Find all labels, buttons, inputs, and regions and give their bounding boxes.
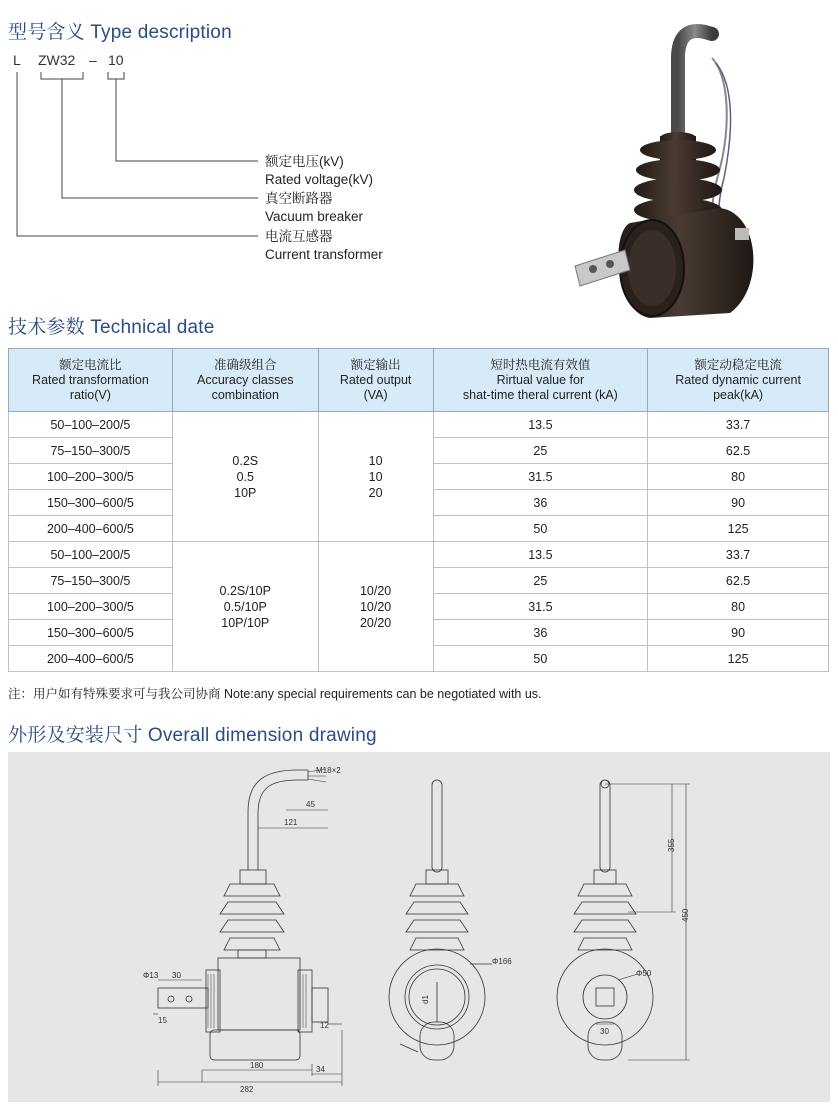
dimension-drawing-title: 外形及安装尺寸 Overall dimension drawing xyxy=(8,725,377,746)
cell-thermal: 31.5 xyxy=(433,464,648,490)
dim-15: 15 xyxy=(158,1016,167,1025)
cell-accuracy-group2: 0.2S/10P 0.5/10P 10P/10P xyxy=(172,542,318,672)
front-view xyxy=(389,780,492,1060)
product-photo xyxy=(560,18,780,323)
cell-thermal: 50 xyxy=(433,646,648,672)
label-voltage xyxy=(265,153,373,189)
cell-ratio: 200–400–600/5 xyxy=(9,646,173,672)
dim-d1: d1 xyxy=(421,995,430,1004)
requirements-note: 注：用户如有特殊要求可与我公司协商 Note:any special requirements can be negotiated with us. xyxy=(8,687,542,701)
label-transformer xyxy=(265,228,383,264)
table-row xyxy=(9,412,829,438)
code-leader-lines xyxy=(0,0,270,250)
cell-dynamic: 125 xyxy=(648,646,829,672)
header-thermal: 短时热电流有效值 Rirtual value for shat-time theral current (kA) xyxy=(433,349,648,412)
cell-dynamic: 62.5 xyxy=(648,568,829,594)
cell-thermal: 50 xyxy=(433,516,648,542)
header-dynamic: 额定动稳定电流 Rated dynamic current peak(kA) xyxy=(648,349,829,412)
dim-phi50: Φ50 xyxy=(636,969,652,978)
label-voltage-en: Rated voltage(kV) xyxy=(265,172,374,187)
code-voltage: 10 xyxy=(108,52,124,68)
label-transformer-cn: 电流互感器 xyxy=(265,229,333,244)
cell-ratio: 100–200–300/5 xyxy=(9,594,173,620)
cell-ratio: 100–200–300/5 xyxy=(9,464,173,490)
cell-ratio: 150–300–600/5 xyxy=(9,620,173,646)
cell-ratio: 200–400–600/5 xyxy=(9,516,173,542)
cell-dynamic: 80 xyxy=(648,594,829,620)
cell-dynamic: 33.7 xyxy=(648,412,829,438)
side-view xyxy=(153,769,342,1086)
table-row xyxy=(9,542,829,568)
cell-thermal: 13.5 xyxy=(433,412,648,438)
cell-dynamic: 90 xyxy=(648,620,829,646)
cell-ratio: 150–300–600/5 xyxy=(9,490,173,516)
dim-30b: 30 xyxy=(600,1027,609,1036)
header-output: 额定输出 Rated output (VA) xyxy=(318,349,433,412)
cell-thermal: 25 xyxy=(433,568,648,594)
dim-phi166: Φ166 xyxy=(492,957,512,966)
dim-45: 45 xyxy=(306,800,315,809)
header-accuracy: 准确级组合 Accuracy classes combination xyxy=(172,349,318,412)
dim-121: 121 xyxy=(284,818,298,827)
cell-thermal: 36 xyxy=(433,490,648,516)
dim-34: 34 xyxy=(316,1065,325,1074)
cell-ratio: 50–100–200/5 xyxy=(9,412,173,438)
technical-data-table xyxy=(8,348,829,672)
cell-output-group1: 10 10 20 xyxy=(318,412,433,542)
cell-thermal: 36 xyxy=(433,620,648,646)
header-ratio: 额定电流比 Rated transformation ratio(V) xyxy=(9,349,173,412)
label-breaker-en: Vacuum breaker xyxy=(265,209,364,224)
cell-dynamic: 62.5 xyxy=(648,438,829,464)
cell-dynamic: 90 xyxy=(648,490,829,516)
label-transformer-en: Current transformer xyxy=(265,247,383,262)
dim-m18: M18×2 xyxy=(316,766,341,775)
rear-view xyxy=(557,780,690,1060)
type-description-title: 型号含义 Type description xyxy=(8,22,232,43)
dim-12: 12 xyxy=(320,1021,329,1030)
dimension-drawing xyxy=(8,752,830,1102)
cell-thermal: 31.5 xyxy=(433,594,648,620)
label-voltage-cn: 额定电压(kV) xyxy=(265,154,344,169)
dim-180: 180 xyxy=(250,1061,264,1070)
cell-dynamic: 125 xyxy=(648,516,829,542)
cell-ratio: 50–100–200/5 xyxy=(9,542,173,568)
cell-ratio: 75–150–300/5 xyxy=(9,568,173,594)
dim-phi13: Φ13 xyxy=(143,971,159,980)
code-l: L xyxy=(13,52,21,68)
cell-accuracy-group1: 0.2S 0.5 10P xyxy=(172,412,318,542)
cell-ratio: 75–150–300/5 xyxy=(9,438,173,464)
dim-355: 355 xyxy=(667,838,676,852)
technical-data-title: 技术参数 Technical date xyxy=(8,317,215,338)
table-header-row xyxy=(9,349,829,412)
dim-282: 282 xyxy=(240,1085,254,1094)
code-zw32: ZW32 xyxy=(38,52,76,68)
dim-450: 450 xyxy=(681,908,690,922)
cell-dynamic: 80 xyxy=(648,464,829,490)
label-breaker-cn: 真空断路器 xyxy=(265,191,333,206)
cell-thermal: 13.5 xyxy=(433,542,648,568)
cell-output-group2: 10/20 10/20 20/20 xyxy=(318,542,433,672)
cell-thermal: 25 xyxy=(433,438,648,464)
dim-30a: 30 xyxy=(172,971,181,980)
label-breaker xyxy=(265,190,363,226)
cell-dynamic: 33.7 xyxy=(648,542,829,568)
code-dash: – xyxy=(89,52,97,68)
